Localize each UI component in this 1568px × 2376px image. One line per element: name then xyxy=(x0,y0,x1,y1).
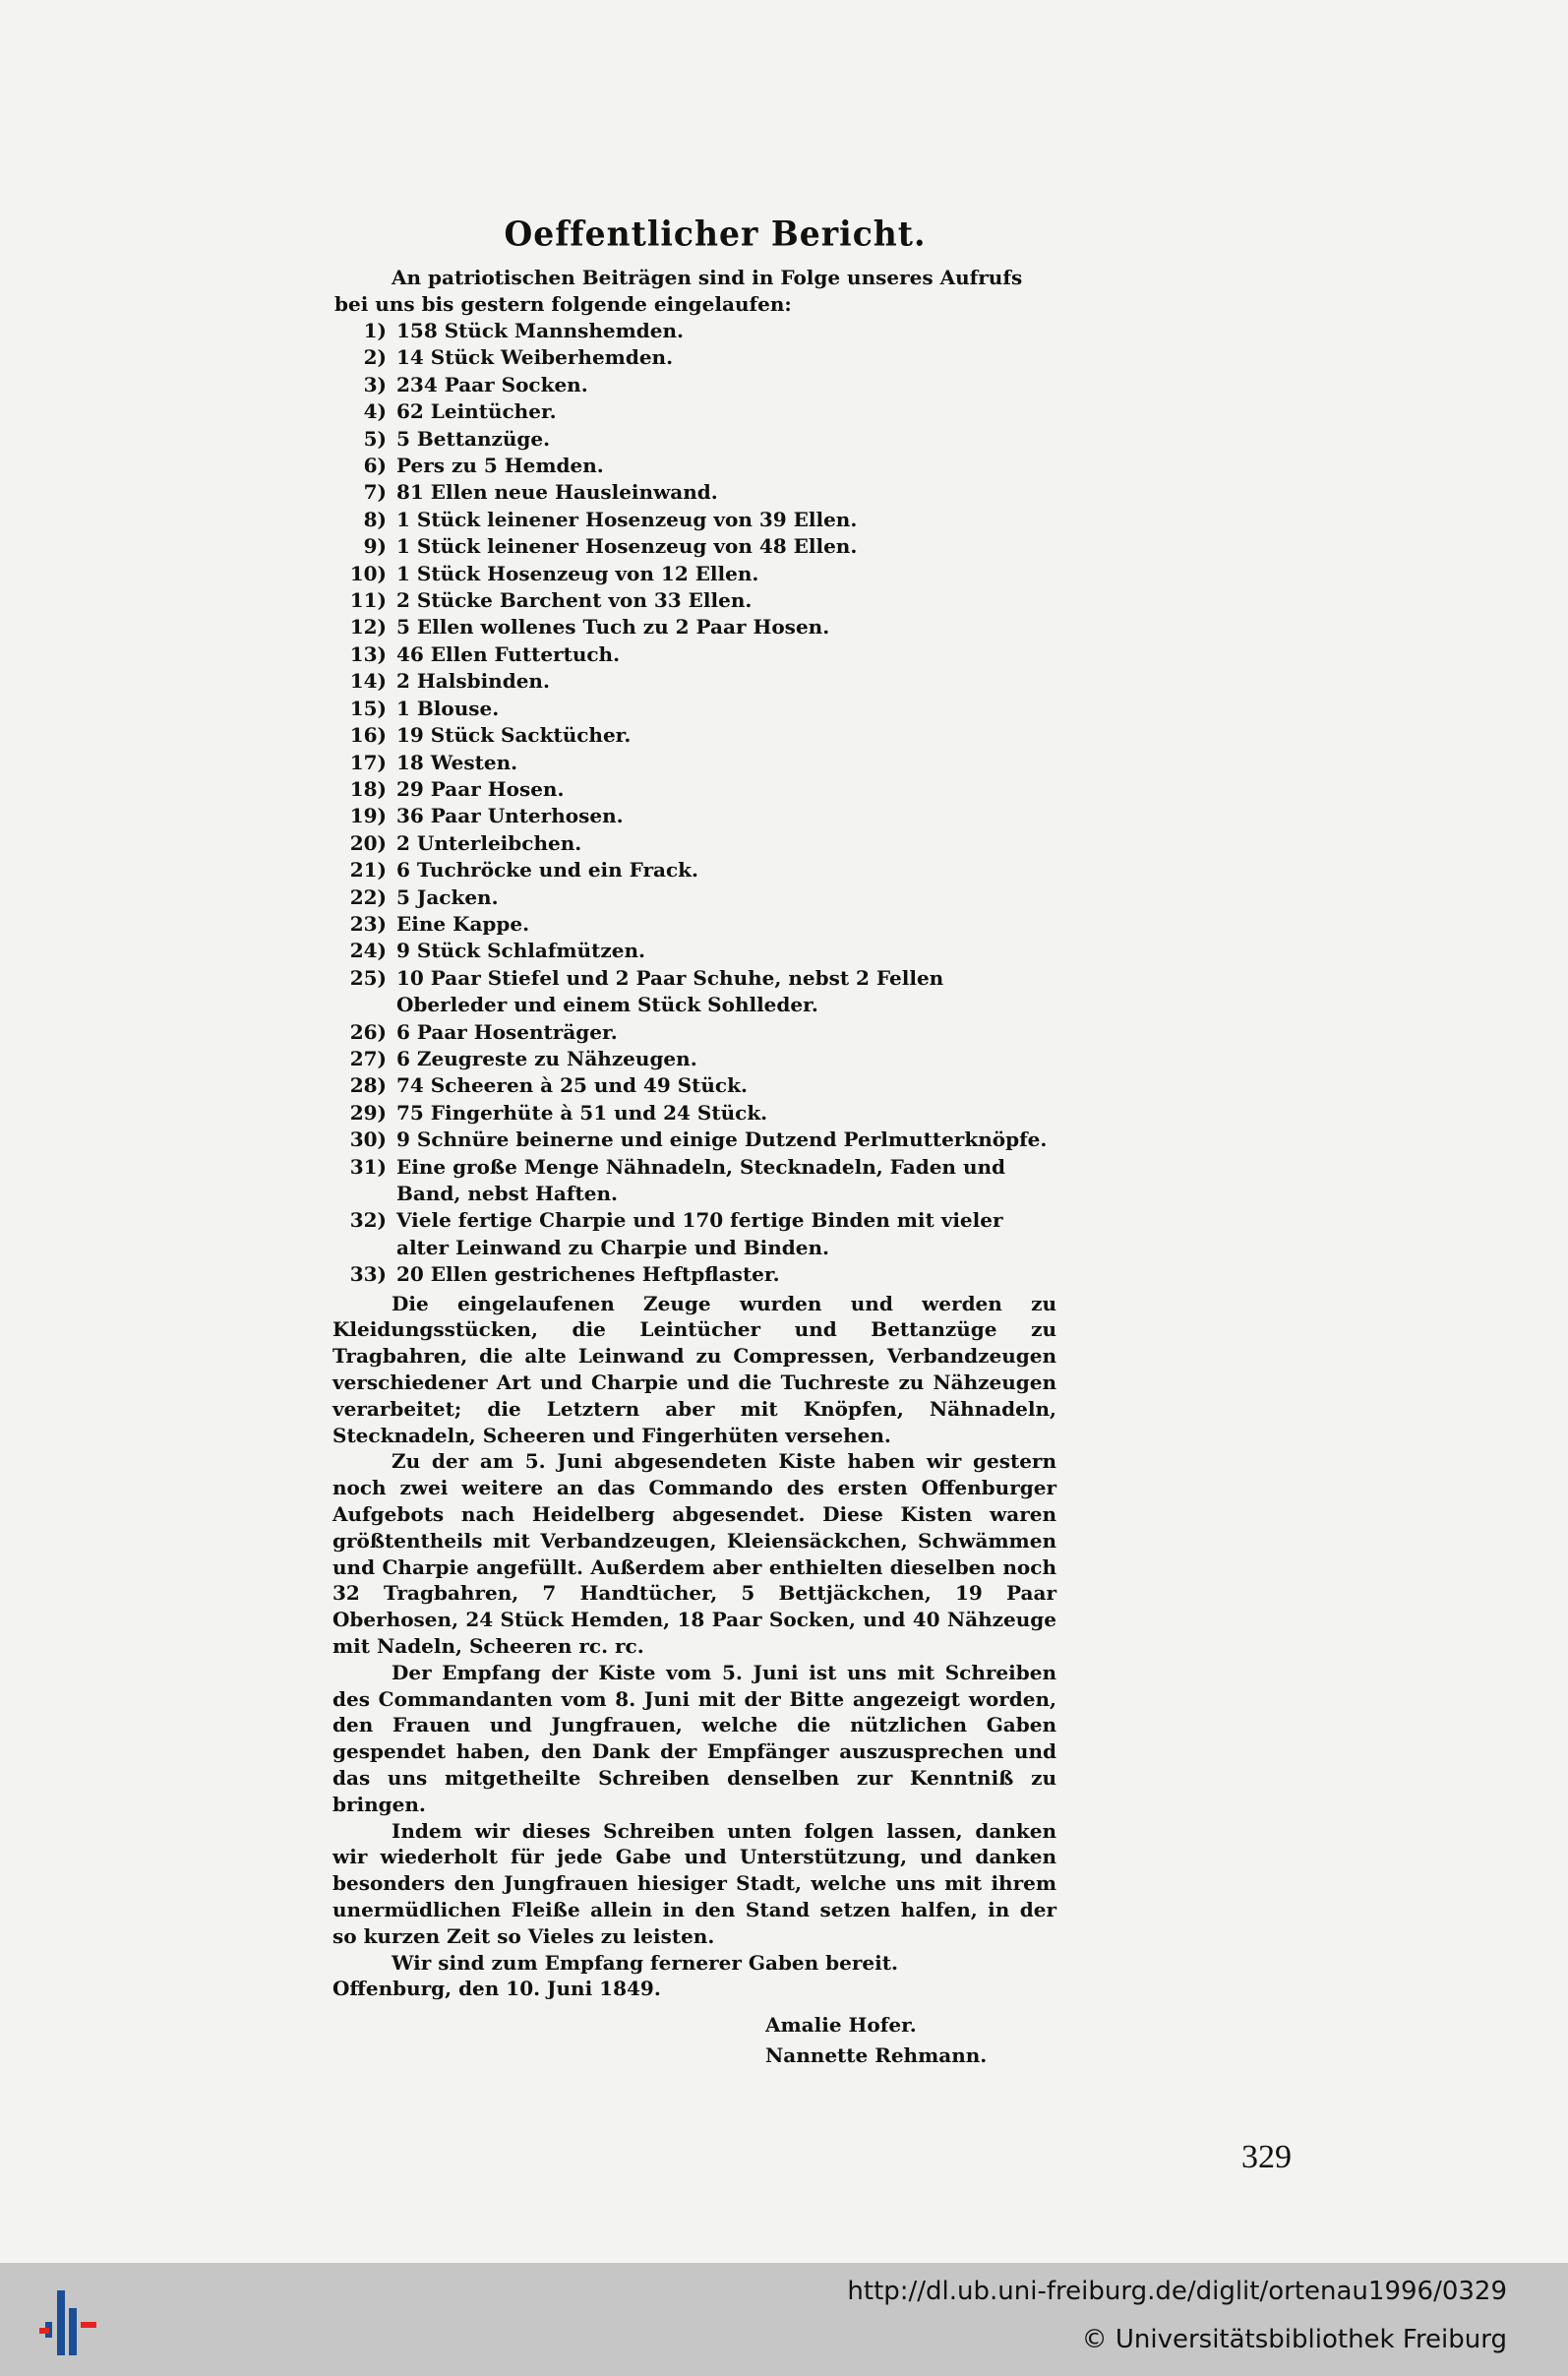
list-item-text: 6 Tuchröcke und ein Frack. xyxy=(396,858,698,883)
list-item-text: 5 Bettanzüge. xyxy=(396,426,551,451)
list-item xyxy=(332,911,1080,938)
list-item-text: 1 Stück leinener Hosenzeug von 48 Ellen. xyxy=(396,534,858,559)
list-item xyxy=(332,453,1080,479)
paragraph: Wir sind zum Empfang fernerer Gaben bereit. xyxy=(392,1950,898,1975)
list-item-number: 32) xyxy=(349,1208,387,1233)
list-item xyxy=(332,318,1080,344)
list-item-text: 1 Blouse. xyxy=(396,696,500,720)
list-item-text: 2 Unterleibchen. xyxy=(396,830,582,855)
list-item-number: 20) xyxy=(349,830,387,855)
list-item-text: 6 Paar Hosenträger. xyxy=(396,1019,618,1044)
list-item-number: 5) xyxy=(363,426,387,451)
footer-link[interactable]: http://dl.ub.uni-freiburg.de/diglit/ortenau1996/0329 xyxy=(847,2277,1507,2306)
list-item-number: 14) xyxy=(349,669,387,694)
list-item-number: 3) xyxy=(363,372,387,396)
intro-line-1: An patriotischen Beiträgen sind in Folge unseres Aufrufs xyxy=(392,266,1023,289)
list-item-text: 18 Westen. xyxy=(396,750,518,774)
list-item xyxy=(332,1100,1080,1127)
list-item-number: 6) xyxy=(363,454,387,478)
list-item-text: 234 Paar Socken. xyxy=(396,372,588,396)
list-item-number: 27) xyxy=(349,1046,387,1070)
list-item-number: 13) xyxy=(349,641,387,666)
list-item xyxy=(332,1072,1080,1099)
list-item-number: 11) xyxy=(349,588,387,613)
list-item-number: 9) xyxy=(363,534,387,559)
list-item xyxy=(332,803,1080,829)
list-item-number: 16) xyxy=(349,723,387,748)
list-item-number: 2) xyxy=(363,345,387,370)
list-item xyxy=(332,372,1080,398)
list-item xyxy=(332,830,1080,857)
list-item-number: 17) xyxy=(349,750,387,774)
list-item-text: 62 Leintücher. xyxy=(396,399,557,424)
list-item xyxy=(332,857,1080,883)
list-item-text: Eine Kappe. xyxy=(396,911,530,936)
list-item xyxy=(332,722,1080,749)
list-item xyxy=(332,507,1080,533)
list-item-text: 6 Zeugreste zu Nähzeugen. xyxy=(396,1046,697,1070)
list-item xyxy=(332,344,1080,371)
list-item-text: 46 Ellen Futtertuch. xyxy=(396,641,621,666)
list-item-text: Pers zu 5 Hemden. xyxy=(396,454,604,478)
list-item-text: 5 Jacken. xyxy=(396,884,499,909)
list-item xyxy=(332,1154,1080,1208)
list-item xyxy=(332,938,1080,964)
signature: Nannette Rehmann. xyxy=(765,2043,988,2068)
signature: Amalie Hofer. xyxy=(765,2013,917,2038)
place-date: Offenburg, den 10. Juni 1849. xyxy=(332,1977,661,2001)
list-item-text: 14 Stück Weiberhemden. xyxy=(396,345,674,370)
list-item xyxy=(332,533,1080,560)
list-item xyxy=(332,1261,1080,1288)
list-item xyxy=(332,1046,1080,1072)
list-item-number: 21) xyxy=(349,858,387,883)
page-number: 329 xyxy=(1241,2139,1292,2175)
footer-bar xyxy=(0,2263,1568,2376)
list-item xyxy=(332,587,1080,614)
list-item-text: Viele fertige Charpie und 170 fertige Binden mit vieler alter Leinwand zu Charpie und Binden. xyxy=(396,1208,1003,1259)
list-item-number: 4) xyxy=(363,399,387,424)
list-item-text: 74 Scheeren à 25 und 49 Stück. xyxy=(396,1073,748,1098)
list-item-text: Eine große Menge Nähnadeln, Stecknadeln, Faden und Band, nebst Haften. xyxy=(396,1154,1006,1205)
list-item xyxy=(332,1127,1080,1153)
list-item-text: 9 Schnüre beinerne und einige Dutzend Perlmutterknöpfe. xyxy=(396,1127,1048,1152)
ub-freiburg-logo-icon[interactable] xyxy=(39,2283,98,2361)
list-item-text: 158 Stück Mannshemden. xyxy=(396,319,685,342)
list-item-number: 22) xyxy=(349,884,387,909)
leaflet-report xyxy=(332,214,1080,2071)
list-item xyxy=(332,479,1080,506)
list-item xyxy=(332,696,1080,722)
paragraph: Der Empfang der Kiste vom 5. Juni ist uns mit Schreiben des Commandanten vom 8. Juni mit der Bitte angezeigt worden, den Frauen und Jungfrauen, welche die nützlichen Gaben gespendet haben, den Dank der Empfänger auszusprechen und das uns mitgetheilte Schreiben denselben zur Kenntniß zu bringen. xyxy=(332,1660,1056,1816)
list-item-number: 26) xyxy=(349,1019,387,1044)
list-item-text: 75 Fingerhüte à 51 und 24 Stück. xyxy=(396,1100,768,1125)
list-item-text: 29 Paar Hosen. xyxy=(396,776,565,801)
donation-list xyxy=(332,318,1080,1289)
list-item xyxy=(332,750,1080,776)
list-item xyxy=(332,1019,1080,1046)
list-item-number: 8) xyxy=(363,507,387,531)
list-item-number: 23) xyxy=(349,911,387,936)
report-title: Oeffentlicher Bericht. xyxy=(504,213,927,254)
list-item xyxy=(332,776,1080,803)
list-item-text: 5 Ellen wollenes Tuch zu 2 Paar Hosen. xyxy=(396,615,830,640)
paragraph: Die eingelaufenen Zeuge wurden und werden zu Kleidungsstücken, die Leintücher und Bettanzüge zu Tragbahren, die alte Leinwand zu Compressen, Verbandzeugen verschiedener Art und Charpie und die Tuchreste zu Nähzeugen verarbeitet; die Letztern aber mit Knöpfen, Nähnadeln, Stecknadeln, Scheeren und Fingerhüten versehen. xyxy=(332,1291,1056,1447)
list-item-text: 1 Stück Hosenzeug von 12 Ellen. xyxy=(396,561,759,585)
list-item-text: 2 Stücke Barchent von 33 Ellen. xyxy=(396,588,753,613)
list-item-text: 20 Ellen gestrichenes Heftpflaster. xyxy=(396,1262,780,1287)
signatures xyxy=(765,2010,1080,2071)
report-intro xyxy=(332,265,1080,318)
report-paragraphs xyxy=(332,1291,1080,1977)
list-item xyxy=(332,965,1080,1019)
list-item-number: 1) xyxy=(363,319,387,342)
list-item-text: 81 Ellen neue Hausleinwand. xyxy=(396,480,718,505)
list-item-text: 2 Halsbinden. xyxy=(396,669,550,694)
list-item xyxy=(332,426,1080,453)
list-item-number: 24) xyxy=(349,939,387,963)
list-item-number: 29) xyxy=(349,1100,387,1125)
list-item xyxy=(332,561,1080,587)
list-item-text: 36 Paar Unterhosen. xyxy=(396,804,624,828)
list-item-number: 28) xyxy=(349,1073,387,1098)
list-item-number: 30) xyxy=(349,1127,387,1152)
intro-line-2: bei uns bis gestern folgende eingelaufen: xyxy=(334,292,792,316)
list-item-number: 25) xyxy=(349,965,387,990)
list-item-number: 15) xyxy=(349,696,387,720)
list-item xyxy=(332,884,1080,911)
list-item-number: 7) xyxy=(363,480,387,505)
list-item-number: 33) xyxy=(349,1262,387,1287)
paragraph: Indem wir dieses Schreiben unten folgen lassen, danken wir wiederholt für jede Gabe und Unterstützung, und danken besonders den Jungfrauen hiesiger Stadt, welche uns mit ihrem unermüdlichen Fleiße allein in den Stand setzen halfen, in der so kurzen Zeit so Vieles zu leisten. xyxy=(332,1818,1056,1948)
list-item-text: 10 Paar Stiefel und 2 Paar Schuhe, nebst 2 Fellen Oberleder und einem Stück Sohlleder. xyxy=(396,965,944,1017)
list-item xyxy=(332,1207,1080,1261)
list-item-text: 9 Stück Schlafmützen. xyxy=(396,939,645,963)
list-item-text: 1 Stück leinener Hosenzeug von 39 Ellen. xyxy=(396,507,858,531)
list-item-number: 19) xyxy=(349,804,387,828)
list-item xyxy=(332,641,1080,668)
list-item-number: 18) xyxy=(349,776,387,801)
paragraph: Zu der am 5. Juni abgesendeten Kiste haben wir gestern noch zwei weitere an das Commando des ersten Offenburger Aufgebots nach Heidelberg abgesendet. Diese Kisten waren größtentheils mit Verbandzeugen, Kleiensäckchen, Schwämmen und Charpie angefüllt. Außerdem aber enthielten dieselben noch 32 Tragbahren, 7 Handtücher, 5 Bettjäckchen, 19 Paar Oberhosen, 24 Stück Hemden, 18 Paar Socken, und 40 Nähzeuge mit Nadeln, Scheeren rc. rc. xyxy=(332,1449,1056,1658)
list-item-text: 19 Stück Sacktücher. xyxy=(396,723,632,748)
list-item xyxy=(332,614,1080,640)
list-item-number: 10) xyxy=(349,561,387,585)
footer-copyright: © Universitätsbibliothek Freiburg xyxy=(1081,2325,1507,2354)
list-item xyxy=(332,398,1080,425)
list-item xyxy=(332,668,1080,695)
list-item-number: 12) xyxy=(349,615,387,640)
list-item-number: 31) xyxy=(349,1154,387,1179)
